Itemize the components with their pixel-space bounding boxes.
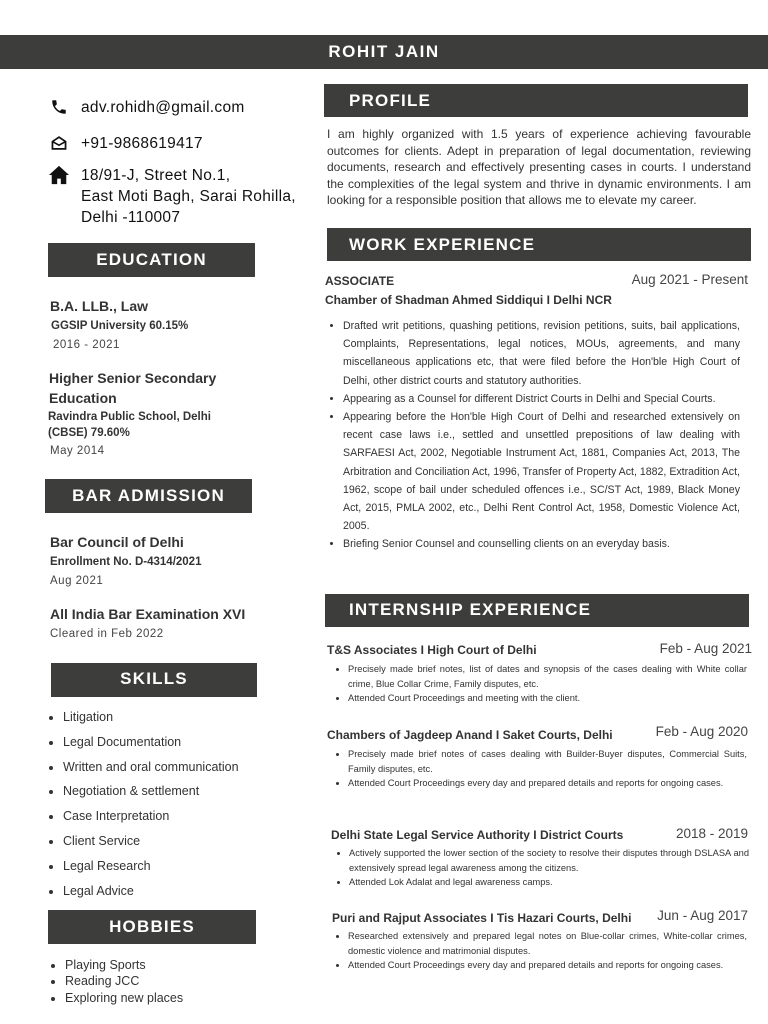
hobby-item: • Exploring new places <box>65 990 183 1006</box>
work-experience-heading: WORK EXPERIENCE <box>327 228 751 261</box>
bar-1-sub: Enrollment No. D-4314/2021 <box>50 556 202 568</box>
list-item: • Precisely made brief notes of cases dealing with Builder-Buyer disputes, Commercial Suits, Family disputes, etc. <box>348 747 747 776</box>
email-text: adv.rohidh@gmail.com <box>81 99 245 116</box>
work-date: Aug 2021 - Present <box>631 272 748 287</box>
bar-1-title: Bar Council of Delhi <box>50 534 184 550</box>
skill-item: • Written and oral communication <box>63 755 239 780</box>
list-item: • Precisely made brief notes, list of dates and synopsis of the cases dealing with White collar crime, Blue Collar Crime, Family disputes, etc. <box>348 662 747 691</box>
internship-1-bullets <box>330 662 747 706</box>
phone-icon <box>48 97 70 117</box>
hobby-item: • Playing Sports <box>65 957 183 973</box>
skills-heading: SKILLS <box>51 663 257 697</box>
contact-phone-row <box>48 133 203 154</box>
skill-item: • Client Service <box>63 829 239 854</box>
list-item: • Researched extensively and prepared legal notes on Blue-collar crimes, White-collar crimes, domestic violence and matrimonial disputes. <box>348 929 747 958</box>
internship-4-bullets <box>330 929 747 973</box>
internship-3-bullets <box>331 846 749 890</box>
profile-heading: PROFILE <box>324 84 748 117</box>
profile-text: I am highly organized with 1.5 years of experience achieving favourable outcomes for clients. Adept in preparation of legal documentation, reviewing documents, research and effectively presenting cases in courts. I understand the complexities of the legal system and thrive in dynamic environments. I am looking for a responsible position that allows me to elevate my career. <box>327 127 751 207</box>
skill-item: • Litigation <box>63 705 239 730</box>
bar-1-date: Aug 2021 <box>50 575 104 587</box>
envelope-icon <box>48 133 70 153</box>
list-item: • Briefing Senior Counsel and counselling clients on an everyday basis. <box>343 535 740 553</box>
work-org: Chamber of Shadman Ahmed Siddiqui I Delhi NCR <box>325 293 612 307</box>
edu-2-title: Higher Senior Secondary Education <box>49 370 217 406</box>
internship-1-date: Feb - Aug 2021 <box>659 641 752 656</box>
list-item: • Attended Court Proceedings and meeting with the client. <box>348 691 747 706</box>
work-role: ASSOCIATE <box>325 274 395 288</box>
hobbies-heading: HOBBIES <box>48 910 256 944</box>
hobby-item: • Reading JCC <box>65 973 183 989</box>
edu-1-title: B.A. LLB., Law <box>50 298 148 314</box>
skill-item: • Legal Research <box>63 854 239 879</box>
skill-item: • Case Interpretation <box>63 804 239 829</box>
skills-list <box>48 705 239 903</box>
internship-3-org: Delhi State Legal Service Authority I District Courts <box>331 828 624 842</box>
edu-2-date: May 2014 <box>50 445 105 457</box>
list-item: • Attended Lok Adalat and legal awareness camps. <box>349 875 749 890</box>
edu-1-date: 2016 - 2021 <box>53 339 120 351</box>
list-item: • Attended Court Proceedings every day and prepared details and reports for ongoing cases. <box>348 776 747 791</box>
home-icon <box>48 165 70 185</box>
list-item: • Actively supported the lower section of the society to resolve their disputes through DSLASA and extensively spread legal awareness among the citizens. <box>349 846 749 875</box>
work-bullets <box>325 317 740 554</box>
edu-2-sub: Ravindra Public School, Delhi (CBSE) 79.60% <box>48 411 211 439</box>
contact-email-row <box>48 97 245 118</box>
list-item: • Appearing before the Hon'ble High Court of Delhi and researched extensively on recent case laws i.e., settled and unsettled prepositions of law dealing with SARFAESI Act, 2002, Negotiable Instrument Act, 1881, Companies Act, 2013, The Arbitration and Conciliation Act, 1996, Transfer of Property Act, 1882, Extradition Act, 1962, scope of bail under scheduled offences i.e., SC/ST Act, 1989, Black Money Act, 2015, PMLA 2002, etc., Delhi Rent Control Act, 1958, Domestic Violence Act, 2005. <box>343 408 740 535</box>
name-header: ROHIT JAIN <box>0 35 768 69</box>
list-item: • Drafted writ petitions, quashing petitions, revision petitions, suits, bail applications, Complaints, Representations, legal notices, MOUs, agreements, and many miscellaneous applications etc, that were filed before the Hon'ble High Court of Delhi, other district courts and statutory authorities. <box>343 317 740 390</box>
internship-4-date: Jun - Aug 2017 <box>657 908 748 923</box>
skill-item: • Negotiation & settlement <box>63 779 239 804</box>
skill-item: • Legal Documentation <box>63 730 239 755</box>
internship-4-org: Puri and Rajput Associates I Tis Hazari Courts, Delhi <box>332 911 632 925</box>
internship-2-org: Chambers of Jagdeep Anand I Saket Courts, Delhi <box>327 728 613 742</box>
hobbies-list <box>50 957 183 1006</box>
internship-2-bullets <box>330 747 747 791</box>
phone-text: +91-9868619417 <box>81 135 203 152</box>
bar-admission-heading: BAR ADMISSION <box>45 479 252 513</box>
bar-2-date: Cleared in Feb 2022 <box>50 628 164 640</box>
education-heading: EDUCATION <box>48 243 255 277</box>
bar-2-title: All India Bar Examination XVI <box>50 606 246 622</box>
address-text: 18/91-J, Street No.1, East Moti Bagh, Sarai Rohilla, Delhi -110007 <box>81 167 296 226</box>
internship-2-date: Feb - Aug 2020 <box>655 724 748 739</box>
list-item: • Attended Court Proceedings every day and prepared details and reports for ongoing cases. <box>348 958 747 973</box>
list-item: • Appearing as a Counsel for different District Courts in Delhi and Special Courts. <box>343 390 740 408</box>
internship-heading: INTERNSHIP EXPERIENCE <box>325 594 749 627</box>
internship-1-org: T&S Associates I High Court of Delhi <box>327 643 537 657</box>
internship-3-date: 2018 - 2019 <box>675 826 748 841</box>
contact-address-row <box>48 165 296 228</box>
skill-item: • Legal Advice <box>63 879 239 904</box>
edu-1-sub: GGSIP University 60.15% <box>51 320 189 332</box>
